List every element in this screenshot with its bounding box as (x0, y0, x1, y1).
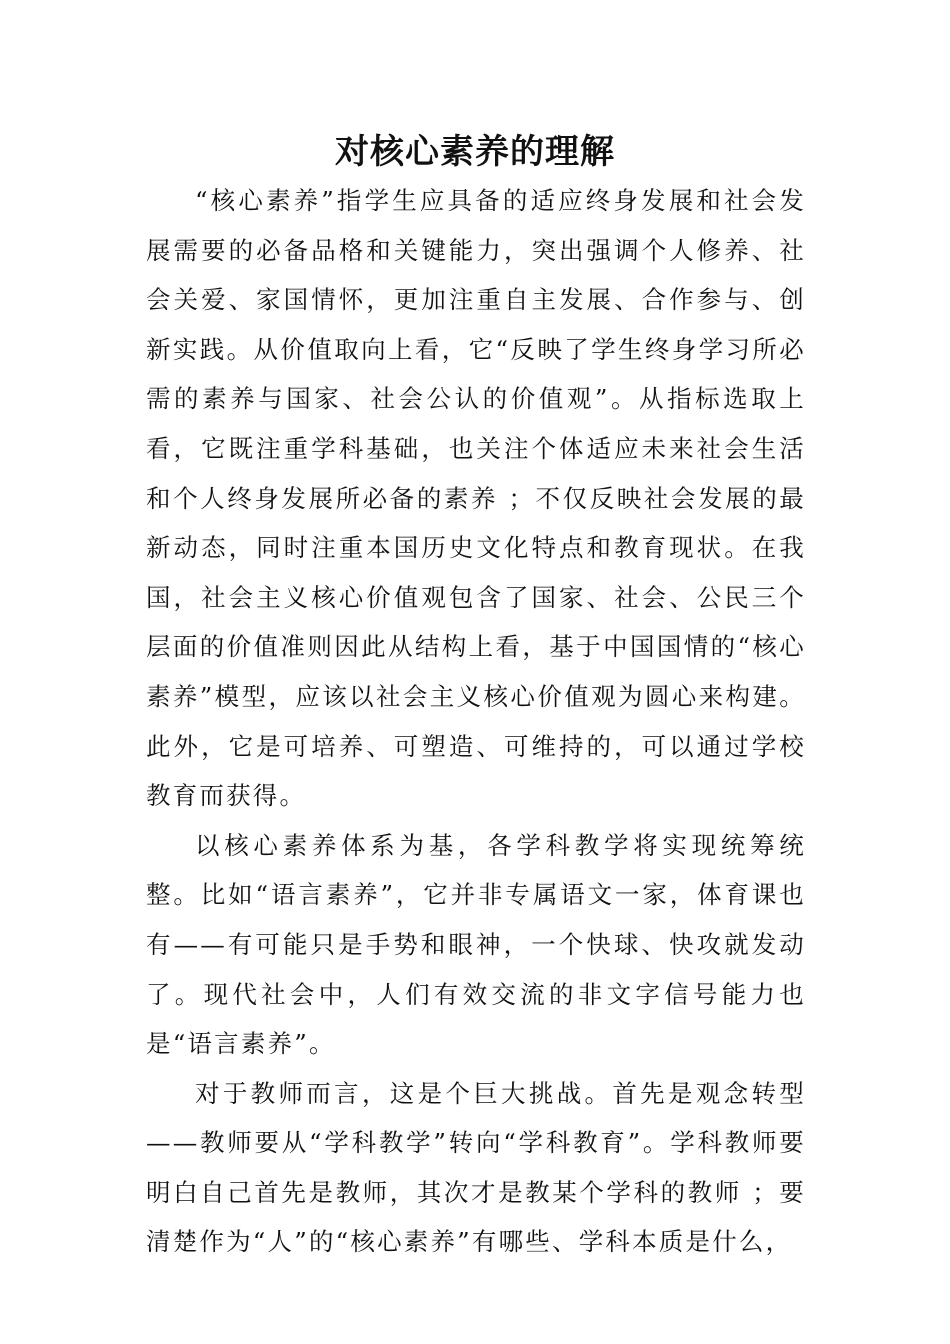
paragraph-subject-integration: 以核心素养体系为基，各学科教学将实现统筹统整。比如“语言素养”，它并非专属语文一家，体育课也有——有可能只是手势和眼神，一个快球、快攻就发动了。现代社会中，人们有效交流的非文字信号能力也是“语言素养”。 (146, 830, 806, 1059)
paragraph-teacher-challenge: 对于教师而言，这是个巨大挑战。首先是观念转型——教师要从“学科教学”转向“学科教育”。学科教师要明白自己首先是教师，其次才是教某个学科的教师 ；要清楚作为“人”的“核心素养”有哪些、学科本质是什么， (146, 1078, 806, 1257)
paragraph-core-literacy-definition: “核心素养”指学生应具备的适应终身发展和社会发展需要的必备品格和关键能力，突出强调个人修养、社会关爱、家国情怀，更加注重自主发展、合作参与、创新实践。从价值取向上看，它“反映了学生终身学习所必需的素养与国家、社会公认的价值观”。从指标选取上看，它既注重学科基础，也关注个体适应未来社会生活和个人终身发展所必备的素养 ；不仅反映社会发展的最新动态，同时注重本国历史文化特点和教育现状。在我国，社会主义核心价值观包含了国家、社会、公民三个层面的价值准则因此从结构上看，基于中国国情的“核心素养”模型，应该以社会主义核心价值观为圆心来构建。此外，它是可培养、可塑造、可维持的，可以通过学校教育而获得。 (146, 186, 806, 811)
document-title: 对核心素养的理解 (335, 132, 615, 172)
document-body (146, 176, 806, 1267)
